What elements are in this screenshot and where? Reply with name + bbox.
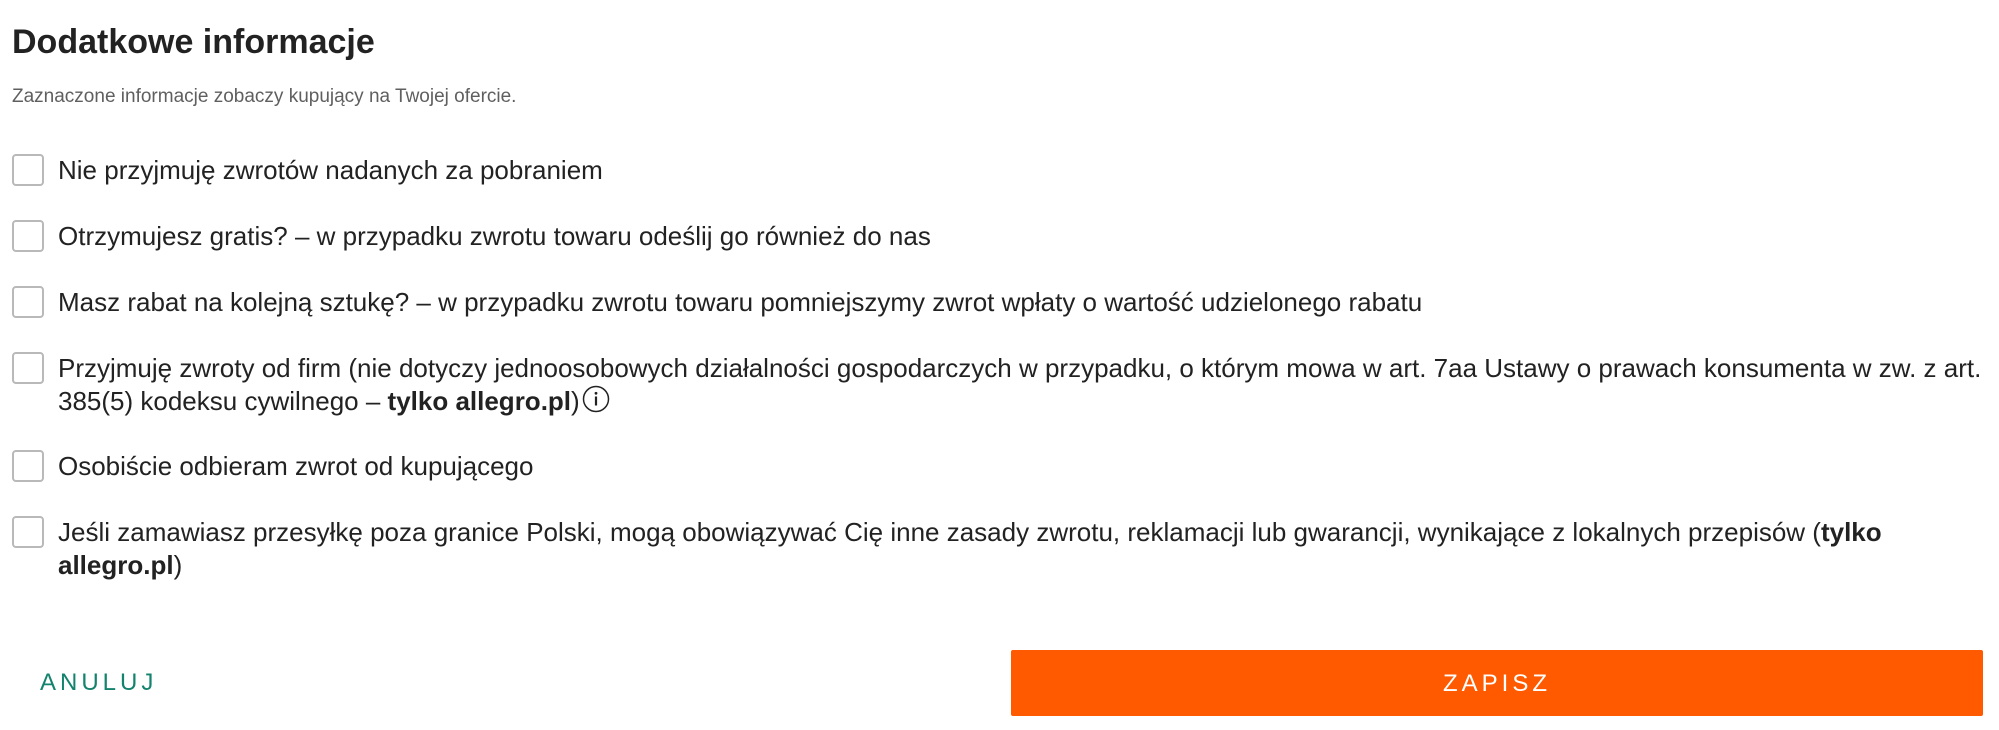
- cancel-button[interactable]: ANULUJ: [26, 653, 171, 713]
- option-no-cod-returns[interactable]: [12, 154, 1987, 187]
- option-business-returns[interactable]: [12, 352, 1987, 418]
- option-label[interactable]: [58, 516, 1987, 582]
- page-title: Dodatkowe informacje: [12, 23, 375, 61]
- option-label-text: Jeśli zamawiasz przesyłkę poza granice Polski, mogą obowiązywać Cię inne zasady zwrotu, reklamacji lub gwarancji, wynikające z lokalnych przepisów (: [58, 517, 1821, 547]
- option-label[interactable]: Nie przyjmuję zwrotów nadanych za pobraniem: [58, 155, 603, 185]
- option-label-bold: tylko allegro.pl: [387, 386, 572, 416]
- option-label-tail: [388, 386, 610, 416]
- option-label-closing: ): [571, 386, 580, 416]
- info-circle-icon[interactable]: [582, 385, 610, 413]
- option-label[interactable]: Otrzymujesz gratis? – w przypadku zwrotu towaru odeślij go również do nas: [58, 221, 931, 251]
- checkbox[interactable]: [12, 516, 44, 548]
- checkbox[interactable]: [12, 450, 44, 482]
- option-label[interactable]: [58, 352, 1987, 418]
- option-label-text: Przyjmuję zwroty od firm (nie dotyczy jednoosobowych działalności gospodarczych w przypadku, o którym mowa w art. 7aa Ustawy o prawach konsumenta w zw. z art. 385(5) kodeksu cywilnego –: [58, 353, 1982, 416]
- option-discount-return[interactable]: [12, 286, 1987, 319]
- option-label[interactable]: Masz rabat na kolejną sztukę? – w przypadku zwrotu towaru pomniejszymy zwrot wpłaty o wartość udzielonego rabatu: [58, 287, 1423, 317]
- checkbox[interactable]: [12, 352, 44, 384]
- option-label[interactable]: Osobiście odbieram zwrot od kupującego: [58, 451, 534, 481]
- checkbox[interactable]: [12, 154, 44, 186]
- option-label-bold: tylko allegro.pl: [58, 517, 1882, 580]
- option-personal-pickup[interactable]: [12, 450, 1987, 483]
- checkbox[interactable]: [12, 286, 44, 318]
- save-button[interactable]: ZAPISZ: [1011, 650, 1983, 716]
- page-subtitle: Zaznaczone informacje zobaczy kupujący na Twojej ofercie.: [12, 86, 517, 107]
- option-free-gift-return[interactable]: [12, 220, 1987, 253]
- checkbox[interactable]: [12, 220, 44, 252]
- option-label-closing: ): [173, 550, 183, 580]
- option-foreign-shipping[interactable]: [12, 516, 1987, 582]
